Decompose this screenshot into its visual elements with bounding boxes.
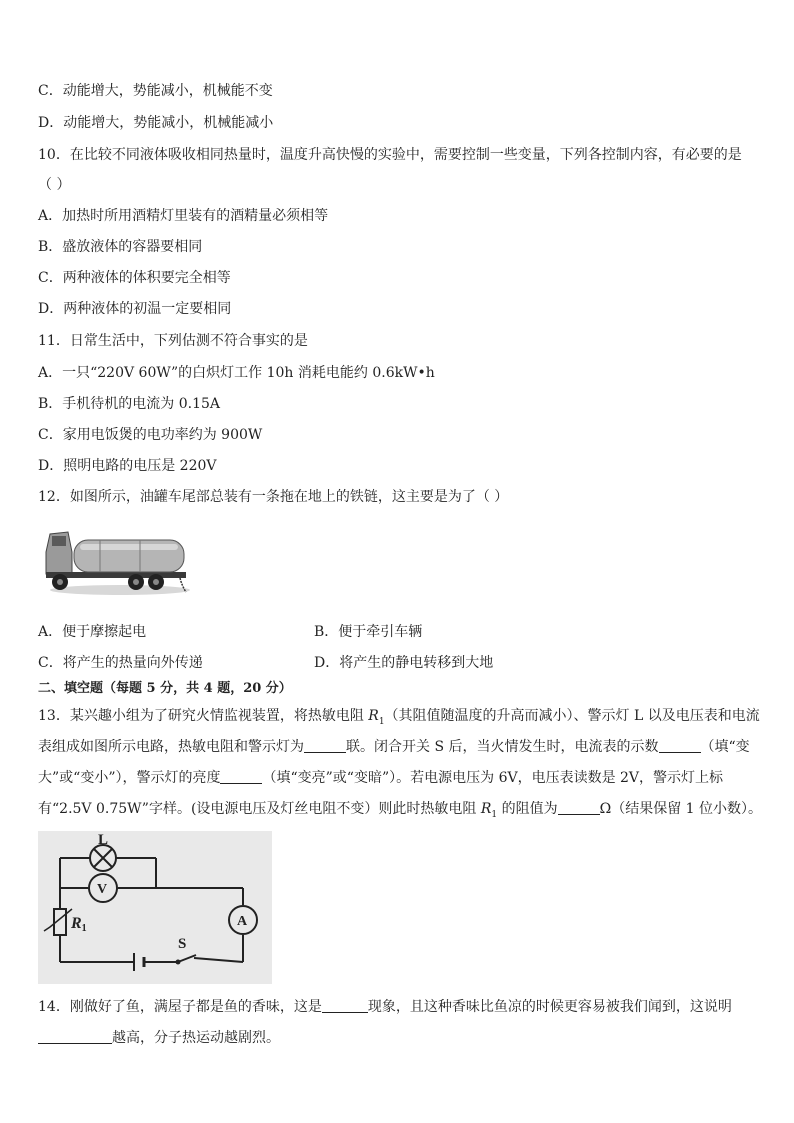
q13-text: （填“变 xyxy=(700,739,750,755)
q14-text: 越高，分子热运动越剧烈。 xyxy=(112,1030,280,1046)
ammeter-label: A xyxy=(237,914,248,929)
q10-option-a: A．加热时所用酒精灯里装有的酒精量必须相等 xyxy=(38,208,329,224)
q9-option-d: D．动能增大，势能减小，机械能减小 xyxy=(38,115,274,131)
r1-symbol: R xyxy=(368,708,379,724)
q10-option-c: C．两种液体的体积要完全相等 xyxy=(38,270,231,286)
q9-option-c: C．动能增大，势能减小，机械能不变 xyxy=(38,83,273,99)
circuit-diagram xyxy=(38,831,272,984)
q13-text: （填“变亮”或“变暗”）。若电源电压为 6V，电压表读数是 2V，警示灯上标 xyxy=(262,770,724,786)
r1-subscript: 1 xyxy=(491,809,498,820)
blank-phenomenon[interactable] xyxy=(322,998,368,1013)
blank-resistance-value[interactable] xyxy=(558,800,600,815)
q13-text: 大”或“变小”），警示灯的亮度 xyxy=(38,770,221,786)
q13-text: 联。闭合开关 S 后，当火情发生时，电流表的示数 xyxy=(346,739,659,755)
q10-stem: 10．在比较不同液体吸收相同热量时，温度升高快慢的实验中，需要控制一些变量，下列各控制内容，有必要的是 xyxy=(38,147,742,163)
q13-text: 13．某兴趣小组为了研究火情监视装置，将热敏电阻 xyxy=(38,708,369,724)
lamp-label: L xyxy=(98,832,109,848)
q14-line-2 xyxy=(38,1028,280,1048)
battery-symbol xyxy=(134,953,144,971)
blank-quantity[interactable] xyxy=(38,1029,112,1044)
tanker-truck-image xyxy=(40,522,192,602)
q13-text: 表组成如图所示电路，热敏电阻和警示灯为 xyxy=(38,739,304,755)
q14-line-1 xyxy=(38,997,732,1017)
switch-label: S xyxy=(178,936,187,952)
q12-option-a: A．便于摩擦起电 xyxy=(38,624,147,640)
thermistor-label: R1 xyxy=(71,915,87,934)
q11-option-d: D．照明电路的电压是 220V xyxy=(38,458,217,474)
q12-option-c: C．将产生的热量向外传递 xyxy=(38,655,203,671)
q14-text: 现象，且这种香味比鱼凉的时候更容易被我们闻到，这说明 xyxy=(367,999,732,1015)
q11-option-a: A．一只“220V 60W”的白炽灯工作 10h 消耗电能约 0.6kW•h xyxy=(38,365,435,381)
blank-ammeter-reading[interactable] xyxy=(659,738,701,753)
q13-text: （其阻值随温度的升高而减小）、警示灯 L 以及电压表和电流 xyxy=(384,708,760,724)
section-heading: 二、填空题（每题 5 分，共 4 题，20 分） xyxy=(38,681,292,696)
q13-text: 的阻值为 xyxy=(497,801,558,817)
q13-line-3 xyxy=(38,768,723,788)
q13-text: Ω（结果保留 1 位小数）。 xyxy=(599,801,763,817)
lamp-symbol xyxy=(90,845,116,871)
r1-symbol: R xyxy=(480,801,492,817)
q12-option-d: D．将产生的静电转移到大地 xyxy=(314,655,494,671)
q13-line-2 xyxy=(38,737,750,757)
q13-text: 有“2.5V 0.75W”字样。(设电源电压及灯丝电阻不变）则此时热敏电阻 xyxy=(38,801,481,817)
q12-option-b: B．便于牵引车辆 xyxy=(314,624,423,640)
voltmeter-label: V xyxy=(97,882,108,897)
q14-text: 14．刚做好了鱼，满屋子都是鱼的香味，这是 xyxy=(38,999,322,1015)
q11-option-b: B．手机待机的电流为 0.15A xyxy=(38,396,221,412)
q12-stem: 12．如图所示，油罐车尾部总装有一条拖在地上的铁链，这主要是为了（ ） xyxy=(38,489,509,505)
thermistor-symbol xyxy=(44,909,72,935)
r1-subscript: 1 xyxy=(378,716,385,727)
q10-option-b: B．盛放液体的容器要相同 xyxy=(38,239,203,255)
q10-answer-bracket: （ ） xyxy=(38,177,71,193)
switch-symbol xyxy=(176,955,197,965)
blank-connection-type[interactable] xyxy=(304,738,346,753)
q13-line-4 xyxy=(38,799,762,825)
q11-stem: 11．日常生活中，下列估测不符合事实的是 xyxy=(38,333,308,349)
q11-option-c: C．家用电饭煲的电功率约为 900W xyxy=(38,427,263,443)
q13-line-1 xyxy=(38,706,760,732)
blank-lamp-brightness[interactable] xyxy=(220,769,262,784)
q10-option-d: D．两种液体的初温一定要相同 xyxy=(38,301,232,317)
